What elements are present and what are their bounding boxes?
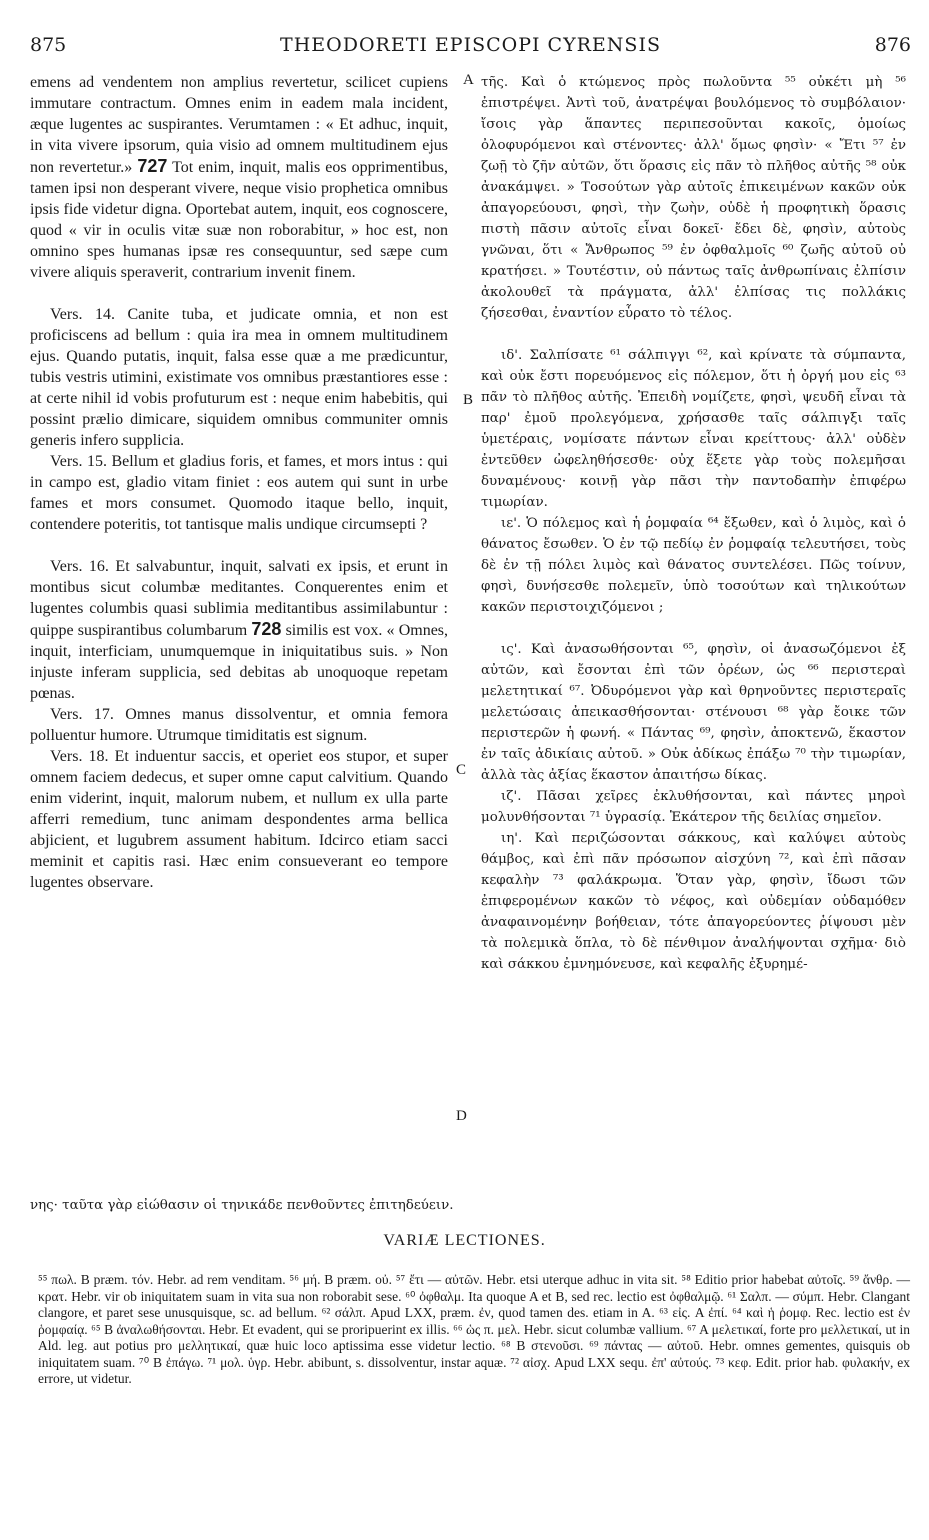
- margin-letter-c: C: [456, 762, 467, 778]
- greek-column: [481, 72, 906, 975]
- latin-column: [30, 72, 448, 893]
- margin-letter-a: A: [463, 72, 474, 88]
- page-number-left: 875: [30, 34, 67, 56]
- latin-paragraph-1: emens ad vendentem non amplius revertetur, scilicet cupiens immutare contractum. Omnes enim in eadem mala incident, æque lugentes ac suspirantes. Verumtamen : « Et adhuc, inquit, in vita vivere ipsorum, quia visio ad omnem multitudinem ejus non revertetur.» 727 Tot enim, inquit, malis eos opprimentibus, tamen ipsi non desperant vivere, neque visio prophetica omnibus ipsis fide videtur digna. Oportebat autem, inquit, eos cognoscere, quod « vir in oculis vitæ suæ non roborabitur, » hoc est, non omnino spes humanas ipsæ res consequuntur, sed sæpe cum vivere aliquis speraverit, contrarium invenit finem.: [30, 74, 449, 281]
- greek-final-line: νης· ταῦτα γὰρ εἰώθασιν οἱ τηνικάδε πενθοῦντες ἐπιτηδεύειν.: [30, 1198, 454, 1213]
- latin-paragraph-vers-17: Vers. 17. Omnes manus dissolventur, et omnia femora polluentur humore. Utrumque timiditatis est signum.: [30, 706, 448, 744]
- latin-paragraph-vers-16: Vers. 16. Et salvabuntur, inquit, salvati ex ipsis, et erunt in montibus sicut columbæ meditantes. Conquerentes enim et lugentes columbis quasi sublimia meditantibus assimilabuntur : quippe suspirantibus columbarum 728 similis est vox. « Omnes, inquit, interficiam, unumquemque in iniquitatibus suis. » Non injuste inferam supplicia, sed debitas ab unoquoque repetam pœnas.: [30, 558, 449, 702]
- greek-paragraph-16: ις'. Καὶ ἀνασωθήσονται ⁶⁵, φησὶν, οἱ ἀνασωζόμενοι ἐξ αὐτῶν, καὶ ἔσονται ἐπὶ τῶν ὀρέων, ὡς ⁶⁶ περιστεραὶ μελετητικαί ⁶⁷. Ὀδυρόμενοι γὰρ καὶ θρηνοῦντες περιστεραῖς μελετώσαις ἀπεικασθήσονται· στένουσι ⁶⁸ γὰρ ἔοικε τῶν περιστερῶν ἡ φωνή. « Πάντας ⁶⁹, φησὶν, ἀποκτενῶ, ἕκαστον ἐν ταῖς ἀδικίαις αὐτοῦ. » Οὐκ ἀδίκως ἐπάξω ⁷⁰ τὴν τιμωρίαν, ἀλλὰ τὰς ἀξίας ἕκαστον ἀπαιτήσω δίκας.: [481, 642, 906, 783]
- latin-paragraph-vers-18: Vers. 18. Et induentur saccis, et operiet eos stupor, et super omnem faciem dedecus, et super omne caput calvitium. Quando enim viderint, inquit, malorum nubem, et nullum ex ulla parte afferri remedium, tunc animam despondentes arma bellica abjicient, et lugubrem assument habitum. Idcirco etiam sacci meminit et capitis rasi. Hæc enim consueverant eo tempore lugentes observare.: [30, 748, 448, 891]
- margin-letter-d: D: [456, 1108, 467, 1124]
- page-number-right: 876: [874, 34, 911, 56]
- page-header: [30, 34, 911, 60]
- greek-paragraph-1: τῆς. Καὶ ὁ κτώμενος πρὸς πωλοῦντα ⁵⁵ οὐκέτι μὴ ⁵⁶ ἐπιστρέψει. Ἀντὶ τοῦ, ἀνατρέψαι βουλόμενος τὸ συμβόλαιον· ἴσοις γὰρ ἅπαντες περιπεσοῦνται κακοῖς, ὁμοίως ὀλοφυρόμενοι καὶ στένοντες· ἀλλ' ὅμως φησὶν· « Ἔτι ⁵⁷ ἐν ζωῇ τὸ ζῆν αὐτῶν, ὅτι ὅρασις εἰς πᾶν τὸ πλῆθος αὐτῆς ⁵⁸ οὐκ ἀνακάμψει. » Τοσούτων γὰρ αὐτοῖς ἐπικειμένων κακῶν οὐκ ἀπαγορεύουσι, φησὶ, τὴν ζωὴν, οὐδὲ ἡ προφητικὴ ὅρασις πιστὴ πᾶσιν αὐτοῖς εἶναι δοκεῖ· ἔδει δὲ, φησὶν, αὐτοὺς γνῶναι, ὅτι « Ἄνθρωπος ⁵⁹ ἐν ὀφθαλμοῖς ⁶⁰ ζωῆς αὐτοῦ οὐ κρατήσει. » Τουτέστιν, οὐ πάντως ταῖς ἀνθρωπίναις ἐλπίσιν ἀκολουθεῖ τὰ πράγματα, ἀλλ' ἐλπίσας τις πολλάκις ζήσεσθαι, ἐναντίον εὗρατο τὸ τέλος.: [481, 75, 906, 321]
- margin-letter-b: B: [463, 392, 474, 408]
- greek-paragraph-15: ιε'. Ὁ πόλεμος καὶ ἡ ῥομφαία ⁶⁴ ἔξωθεν, καὶ ὁ λιμὸς, καὶ ὁ θάνατος ἔσωθεν. Ὁ ἐν τῷ πεδίῳ ἐν ῥομφαίᾳ τελευτήσει, τοὺς δὲ ἐν τῇ πόλει λιμὸς καὶ θάνατος συντελέσει. Πῶς τοίνυν, φησὶ, δυνήσεσθε πολεμεῖν, ὑπὸ τοσούτων καὶ τηλικούτων κακῶν περιστοιχιζόμενοι ;: [481, 516, 906, 615]
- greek-paragraph-14: ιδ'. Σαλπίσατε ⁶¹ σάλπιγγι ⁶², καὶ κρίνατε τὰ σύμπαντα, καὶ οὐκ ἔστι πορευόμενος εἰς πόλεμον, ὅτι ἡ ὀργή μου εἰς ⁶³ πᾶν τὸ πλῆθος αὐτῆς. Ἐπειδὴ νομίζετε, φησὶ, ψευδῆ εἶναι τὰ παρ' ἐμοῦ προλεγόμενα, χρήσασθε ταῖς σάλπιγξι ταῖς ὑμετέραις, νομίσατε πάντων εἶναι κρείττους· ἀλλ' οὐδὲν ἐντεῦθεν ὠφεληθήσεσθε· οὐχ ἕξετε γὰρ τοὺς πολεμῆσαι δυναμένους· κοινῇ γὰρ πᾶσι τὴν παντοδαπὴν ἐπιφέρω τιμωρίαν.: [481, 348, 906, 510]
- greek-paragraph-18: ιη'. Καὶ περιζώσονται σάκκους, καὶ καλύψει αὐτοὺς θάμβος, καὶ ἐπὶ πᾶν πρόσωπον αἰσχύνη ⁷², καὶ ἐπὶ πᾶσαν κεφαλὴν ⁷³ φαλάκρωμα. Ὅταν γὰρ, φησὶν, ἴδωσι τῶν ἐπιφερομένων κακῶν τὸ νέφος, καὶ οὐδεμίαν οὐδαμόθεν ἀναφαινομένην βοήθειαν, τότε ἀπαγορεύοντες ῥίψουσι μὲν τὰ πολεμικὰ ὅπλα, τὸ δὲ πένθιμον ἀναλήψονται σχῆμα· διὸ καὶ σάκκου ἐμνημόνευσε, καὶ κεφαλῆς ἐξυρημέ-: [481, 831, 906, 972]
- column-number: 728: [251, 619, 282, 639]
- latin-paragraph-vers-15: Vers. 15. Bellum et gladius foris, et fames, et mors intus : qui in campo est, gladio vitam finiet : eos autem qui sunt in urbe fames et mors consumet. Quomodo itaque bello, inquit, contendere poteritis, tot tantisque malis undique circumsepti ?: [30, 453, 448, 533]
- running-title: THEODORETI EPISCOPI CYRENSIS: [280, 34, 661, 56]
- variae-lectiones-notes: ⁵⁵ πωλ. B præm. τόν. Hebr. ad rem venditam. ⁵⁶ μή. B præm. οὐ. ⁵⁷ ἔτι — αὐτῶν. Hebr. etsi uterque adhuc in vita sit. ⁵⁸ Editio prior habebat αὐτοῖς. ⁵⁹ ἄνθρ. — κρατ. Hebr. vir ob iniquitatem suam in vita sua non roborabit sese. ⁶⁰ ὀφθαλμ. Ita quoque A et B, sed rec. lectio est ὀφθαλμῷ. ⁶¹ Σαλπ. — σύμπ. Hebr. Clangant clangore, et paret sese unusquisque, sc. ad bellum. ⁶² σάλπ. Apud LXX, præm. ἐν, quod tamen des. etiam in A. ⁶³ εἰς. A ἐπί. ⁶⁴ καὶ ἡ ῥομφ. Rec. lectio est ἐν ῥομφαίᾳ. ⁶⁵ B ἀναλωθήσονται. Hebr. Et evadent, qui se proripuerint ex illis. ⁶⁶ ὡς π. μελ. Hebr. sicut columbæ vallium. ⁶⁷ A μελετικαί, forte pro μελλετικαί, ut in Ald. leg. aut potius pro μελλητικαί, quæ huic loco aptissima esse videtur lectio. ⁶⁸ B στενοῦσι. ⁶⁹ πάντας — αὐτοῦ. Hebr. omnes gementes, quisquis ob iniquitatem suam. ⁷⁰ B ἐπάγω. ⁷¹ μολ. ὑγρ. Hebr. abibunt, s. dissolventur, instar aquæ. ⁷² αἰσχ. Apud LXX sequ. ἐπ' αὐτούς. ⁷³ κεφ. Edit. prior hab. φυλακήν, ex errore, ut videtur.: [38, 1272, 910, 1386]
- column-number: 727: [137, 156, 168, 176]
- variae-lectiones-heading: VARIÆ LECTIONES.: [383, 1232, 546, 1249]
- latin-paragraph-vers-14: Vers. 14. Canite tuba, et judicate omnia, et non est proficiscens ad bellum : quia ira mea in omnem multitudinem ejus. Quando putatis, inquit, falsa esse quæ a me prædicuntur, tubis vestris utimini, existimate vos omnibus præstantiores esse : at certe nihil id vobis profuturum est : neque enim habebitis, qui possint prælio dimicare, siquidem omnibus communiter omnis generis infero supplicia.: [30, 306, 448, 449]
- greek-paragraph-17: ιζ'. Πᾶσαι χεῖρες ἐκλυθήσονται, καὶ πάντες μηροὶ μολυνθήσονται ⁷¹ ὑγρασίᾳ. Ἑκάτερον τῆς δειλίας σημεῖον.: [481, 789, 906, 825]
